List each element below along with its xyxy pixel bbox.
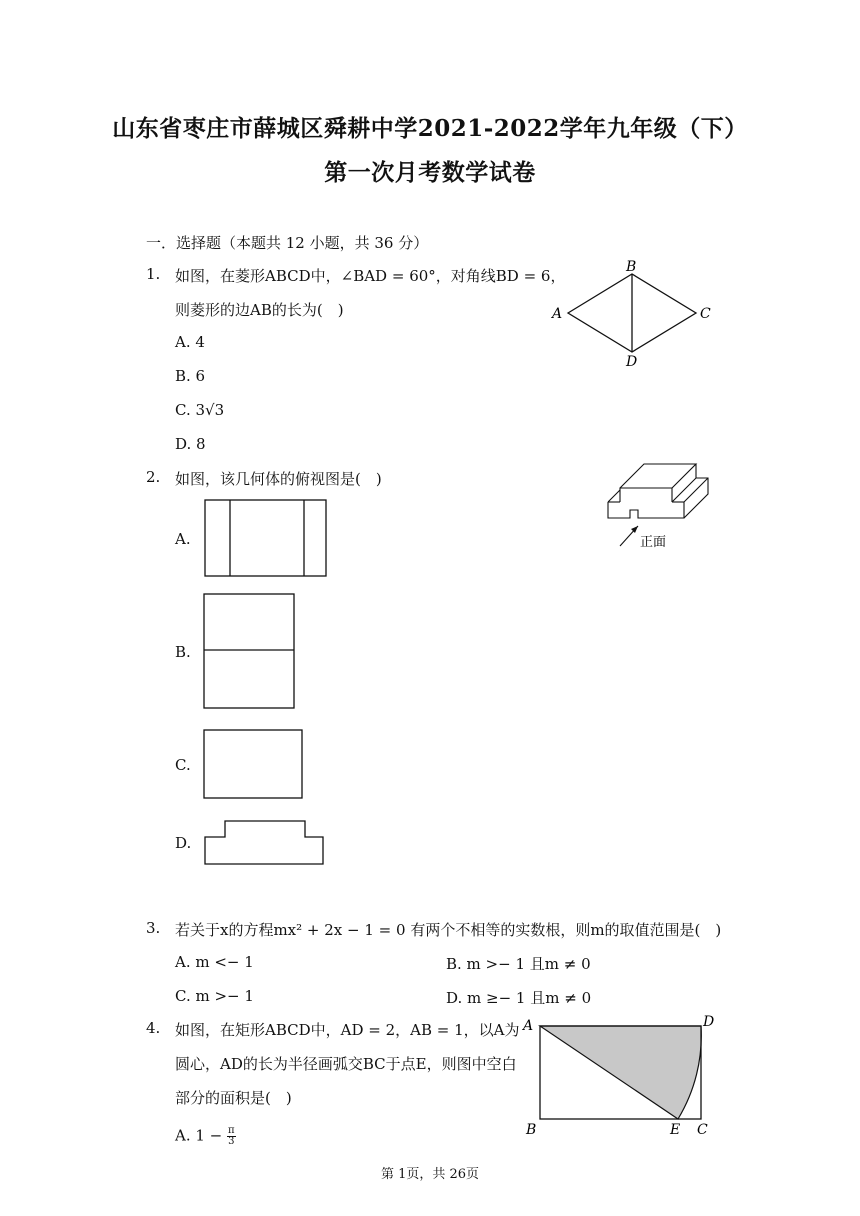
q2-option-c-figure (203, 729, 305, 801)
q2-option-d-figure (203, 819, 327, 867)
q1-label-a: A (552, 306, 563, 322)
q3-option-d: D. m ≥− 1 且m ≠ 0 (446, 989, 592, 1007)
q1-option-c: C. 3√3 (175, 401, 225, 419)
page-footer: 第 1页，共 26页 (380, 1167, 480, 1182)
q4-text-line2: 圆心，AD的长为半径画弧交BC于点E，则图中空白 (175, 1055, 517, 1073)
q1-number: 1. (146, 265, 161, 283)
section-heading: 一．选择题（本题共 12 小题，共 36 分） (146, 234, 429, 252)
q4-label-c: C (697, 1122, 708, 1138)
q4-text-line3: 部分的面积是( ) (175, 1089, 292, 1107)
document-title-line1: 山东省枣庄市薛城区舜耕中学2021-2022学年九年级（下） (112, 115, 748, 142)
q2-option-c-label: C. (175, 756, 191, 774)
q4-option-a-denominator: 3 (228, 1136, 235, 1147)
q4-rectangle-figure (520, 1010, 720, 1140)
q4-number: 4. (146, 1019, 161, 1037)
q3-option-a: A. m <− 1 (175, 953, 254, 971)
q3-option-b: B. m >− 1 且m ≠ 0 (446, 955, 591, 973)
q4-label-b: B (526, 1122, 537, 1138)
q2-option-b-figure (203, 593, 297, 711)
q1-label-b: B (626, 259, 637, 275)
q1-text-line2: 则菱形的边AB的长为( ) (175, 301, 344, 319)
q2-number: 2. (146, 468, 161, 486)
q2-solid-figure (600, 456, 720, 556)
q2-option-b-label: B. (175, 643, 191, 661)
q4-label-a: A (523, 1018, 534, 1034)
q4-label-d: D (703, 1014, 715, 1030)
q4-label-e: E (670, 1122, 681, 1138)
q1-rhombus-figure (548, 256, 720, 370)
q2-option-a-figure (204, 499, 328, 579)
q4-option-a (175, 1126, 236, 1147)
document-title-line2: 第一次月考数学试卷 (324, 159, 536, 186)
q4-option-a-numerator: π (228, 1125, 235, 1136)
q1-option-d: D. 8 (175, 435, 206, 453)
q3-option-c: C. m >− 1 (175, 987, 254, 1005)
q4-text-line1: 如图，在矩形ABCD中，AD = 2，AB = 1，以A为 (175, 1021, 520, 1039)
q1-option-b: B. 6 (175, 367, 206, 385)
q4-option-a-fraction (227, 1126, 236, 1147)
q1-option-a: A. 4 (175, 333, 205, 351)
q3-text: 若关于x的方程mx² + 2x − 1 = 0 有两个不相等的实数根，则m的取值范围是( ) (175, 921, 722, 939)
q3-number: 3. (146, 919, 161, 937)
q1-text-line1: 如图，在菱形ABCD中，∠BAD = 60°，对角线BD = 6， (175, 267, 566, 285)
q2-option-d-label: D. (175, 834, 192, 852)
q1-label-d: D (626, 354, 638, 370)
q2-option-a-label: A. (175, 530, 191, 548)
q4-option-a-prefix: A. 1 − (175, 1126, 223, 1145)
q1-label-c: C (700, 306, 711, 322)
q2-front-label: 正面 (640, 535, 667, 550)
q2-text: 如图，该几何体的俯视图是( ) (175, 470, 382, 488)
